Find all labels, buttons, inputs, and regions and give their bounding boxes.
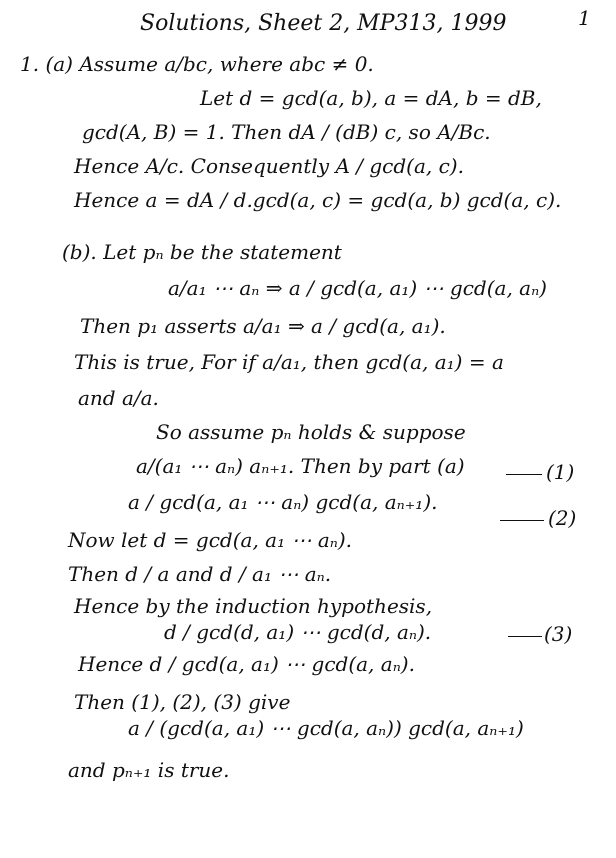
part-b-line-14: Then (1), (2), (3) give [74,690,291,714]
part-b-line-6: So assume pₙ holds & suppose [156,420,466,444]
part-b-line-15: a / (gcd(a, a₁) ⋯ gcd(a, aₙ)) gcd(a, aₙ₊₁) [128,716,524,740]
part-b-line-11: Hence by the induction hypothesis, [74,594,433,618]
page-title: Solutions, Sheet 2, MP313, 1999 [140,11,507,36]
part-b-line-12: d / gcd(d, a₁) ⋯ gcd(d, aₙ). [164,620,432,644]
part-b-line-4: This is true, For if a/a₁, then gcd(a, a₁) = a [74,350,504,374]
ref-1-leader [506,474,542,475]
part-b-line-13: Hence d / gcd(a, a₁) ⋯ gcd(a, aₙ). [78,652,415,676]
part-a-line-4: Hence A/c. Consequently A / gcd(a, c). [74,154,464,178]
ref-2-leader [500,520,544,521]
part-b-line-7: a/(a₁ ⋯ aₙ) aₙ₊₁. Then by part (a) [136,454,465,478]
part-b-line-5: and a/a. [78,386,159,410]
part-b-line-2: a/a₁ ⋯ aₙ ⇒ a / gcd(a, a₁) ⋯ gcd(a, aₙ) [168,276,547,300]
part-b-line-16: and pₙ₊₁ is true. [68,758,230,782]
page-number: 1 [578,6,591,30]
part-a-line-5: Hence a = dA / d.gcd(a, c) = gcd(a, b) gcd(a, c). [74,188,562,212]
part-b-line-9: Now let d = gcd(a, a₁ ⋯ aₙ). [68,528,353,552]
ref-3-label: (3) [544,622,573,646]
part-a-line-1: 1. (a) Assume a/bc, where abc ≠ 0. [20,52,374,76]
part-b-line-10: Then d / a and d / a₁ ⋯ aₙ. [68,562,332,586]
ref-1-label: (1) [546,460,575,484]
part-b-line-1: (b). Let pₙ be the statement [62,240,342,264]
part-a-line-2: Let d = gcd(a, b), a = dA, b = dB, [200,86,542,110]
ref-2-label: (2) [548,506,577,530]
part-b-line-3: Then p₁ asserts a/a₁ ⇒ a / gcd(a, a₁). [80,314,446,338]
part-b-line-8: a / gcd(a, a₁ ⋯ aₙ) gcd(a, aₙ₊₁). [128,490,438,514]
part-a-line-3: gcd(A, B) = 1. Then dA / (dB) c, so A/Bc. [82,120,491,144]
ref-3-leader [508,636,542,637]
